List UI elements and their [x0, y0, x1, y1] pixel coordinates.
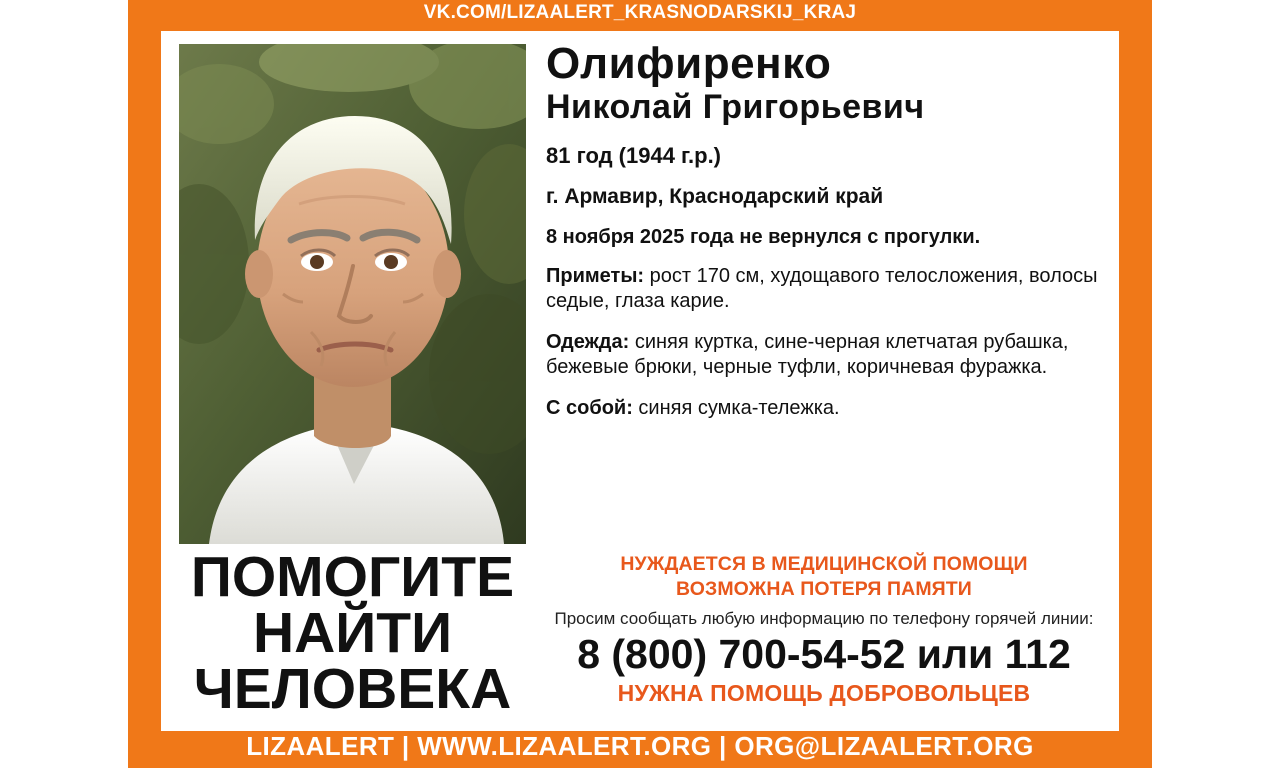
hotline-phone: 8 (800) 700-54-52 или 112: [577, 630, 1071, 677]
help-line-2: НАЙТИ: [252, 600, 453, 665]
person-belongings: [546, 396, 1102, 422]
person-surname: Олифиренко: [546, 39, 832, 88]
with-label: С собой:: [546, 396, 633, 419]
volunteers-needed: НУЖНА ПОМОЩЬ ДОБРОВОЛЬЦЕВ: [617, 679, 1031, 706]
footer-email[interactable]: ORG@LIZAALERT.ORG: [734, 731, 1034, 761]
photo-illustration: [179, 44, 526, 544]
person-photo: [179, 44, 526, 544]
footer-website[interactable]: WWW.LIZAALERT.ORG: [417, 731, 712, 761]
person-details: [546, 41, 1102, 422]
vk-page-header: VK.COM/LIZAALERT_KRASNODARSKIJ_KRAJ: [423, 2, 857, 23]
white-card: [161, 31, 1119, 731]
signs-value: рост 170 см, худощавого телосложения, волосы седые, глаза карие.: [546, 264, 1098, 313]
medical-alert-line-1: НУЖДАЕТСЯ В МЕДИЦИНСКОЙ ПОМОЩИ: [620, 553, 1028, 575]
left-column: [179, 44, 526, 721]
footer-separator-2: |: [719, 731, 727, 761]
person-first-patronymic: Николай Григорьевич: [546, 88, 925, 127]
person-location: г. Армавир, Краснодарский край: [546, 184, 884, 208]
footer-org: LIZAALERT: [246, 731, 395, 761]
footer-separator-1: |: [401, 731, 410, 761]
person-clothes: [546, 330, 1102, 381]
medical-alert-line-2: ВОЗМОЖНА ПОТЕРЯ ПАМЯТИ: [676, 577, 972, 600]
with-value: синяя сумка-тележка.: [632, 396, 840, 419]
hotline-note: Просим сообщать любую информацию по телефону горячей линии:: [554, 608, 1094, 628]
help-line-1: ПОМОГИТЕ: [190, 545, 515, 609]
orange-poster: [128, 0, 1152, 768]
help-line-3: ЧЕЛОВЕКА: [193, 656, 512, 721]
signs-label: Приметы:: [546, 264, 645, 287]
disappearance-event: 8 ноября 2025 года не вернулся с прогулки.: [546, 225, 981, 248]
person-age: 81 год (1944 г.р.): [546, 142, 722, 168]
person-signs: [546, 264, 1102, 315]
clothes-value: синяя куртка, сине-черная клетчатая рубашка, бежевые брюки, черные туфли, коричневая фуражка.: [546, 330, 1069, 379]
alert-block: [546, 552, 1102, 707]
footer: [128, 731, 1152, 762]
clothes-label: Одежда:: [546, 330, 630, 353]
help-find-person-text: [179, 545, 526, 721]
